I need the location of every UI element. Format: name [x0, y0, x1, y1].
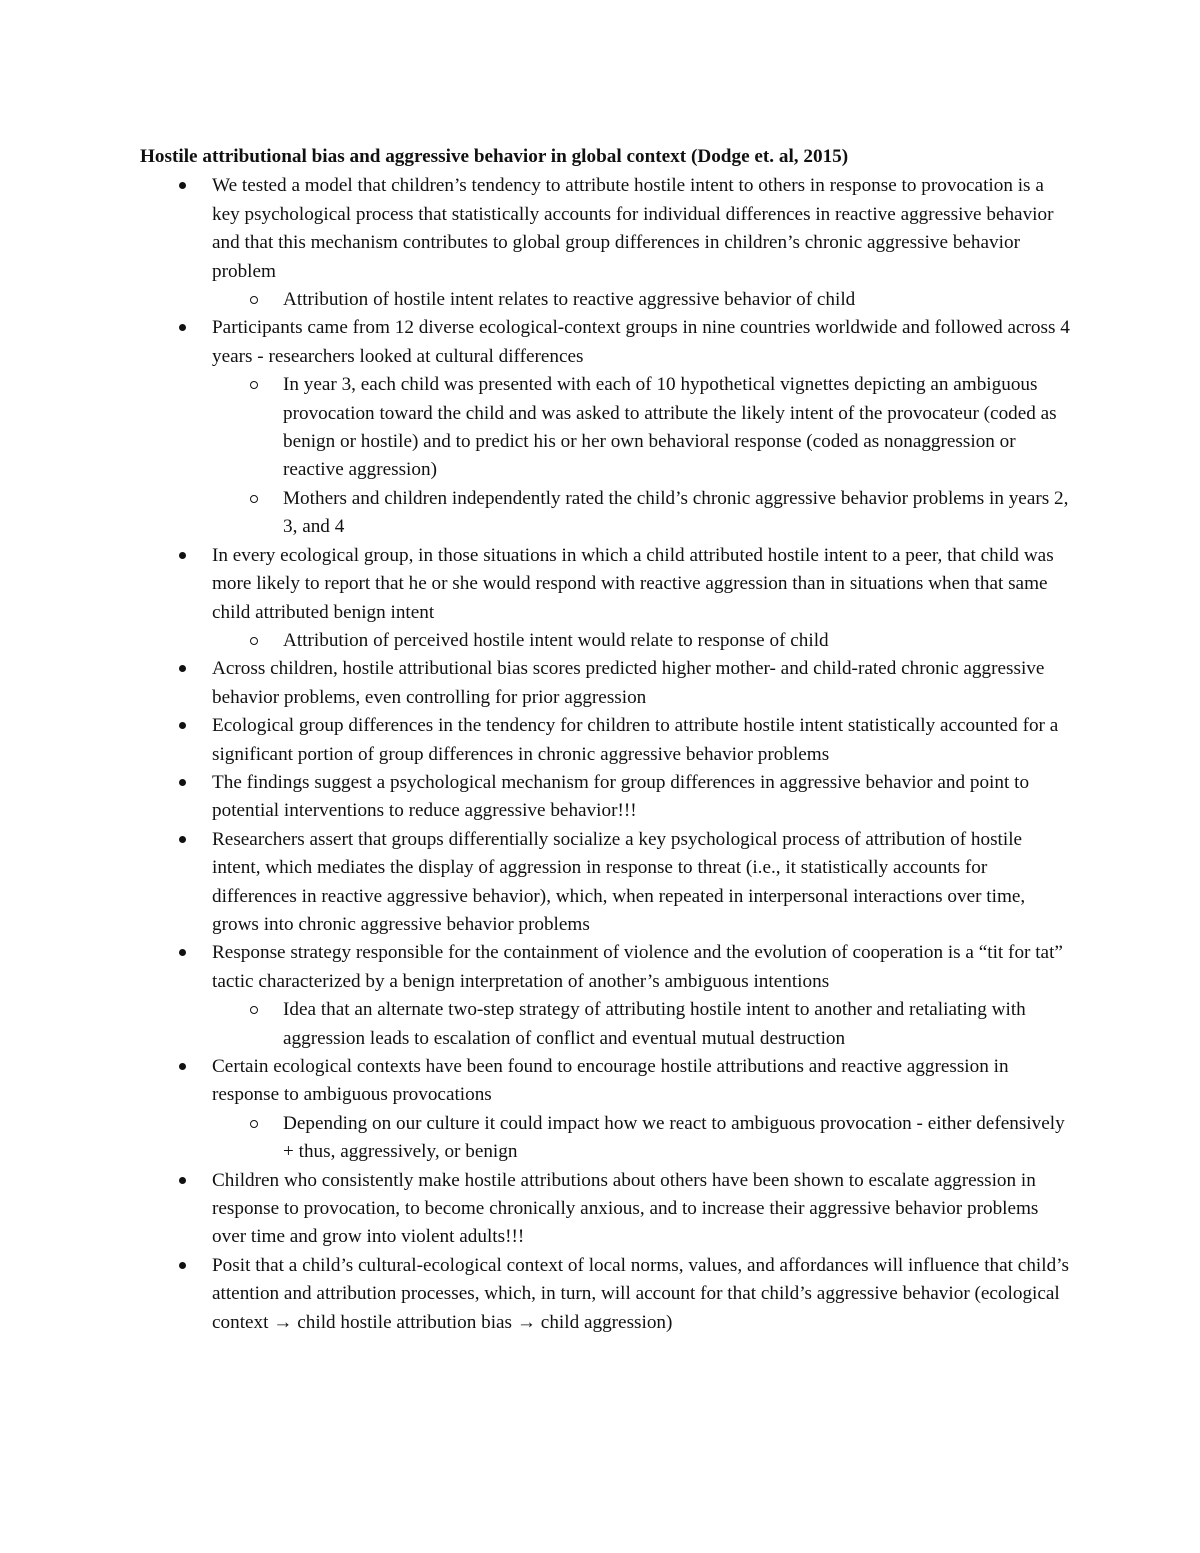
hollow-bullet-icon [250, 296, 258, 304]
sub-bullet-item [140, 1110, 1070, 1167]
bullet-item [140, 172, 1070, 286]
bullet-text: In every ecological group, in those situations in which a child attributed hostile intent to a peer, that child was more likely to report that he or she would respond with reactive aggression than in situations when that same child attributed benign intent [212, 544, 1054, 623]
bullet-item [140, 769, 1070, 826]
sub-bullet-item [140, 996, 1070, 1053]
sub-bullet-item [140, 286, 1070, 314]
bullet-item [140, 939, 1070, 996]
hollow-bullet-icon [250, 381, 258, 389]
filled-bullet-icon [179, 1177, 186, 1184]
filled-bullet-icon [179, 949, 186, 956]
bullet-item [140, 1167, 1070, 1252]
bullet-text: Across children, hostile attributional bias scores predicted higher mother- and child-rated chronic aggressive behavior problems, even controlling for prior aggression [212, 658, 1045, 708]
filled-bullet-icon [179, 1262, 186, 1269]
filled-bullet-icon [179, 552, 186, 559]
sub-bullet-text: In year 3, each child was presented with each of 10 hypothetical vignettes depicting an ambiguous provocation toward the child and was asked to attribute the likely intent of the provocateur (coded as benign or hostile) and to predict his or her own behavioral response (coded as nonaggression or reactive aggression) [283, 374, 1057, 481]
sub-bullet-text: Attribution of perceived hostile intent would relate to response of child [283, 629, 829, 651]
filled-bullet-icon [179, 1063, 186, 1070]
sub-bullet-item [140, 485, 1070, 542]
bullet-item [140, 712, 1070, 769]
filled-bullet-icon [179, 722, 186, 729]
bullet-item [140, 655, 1070, 712]
bullet-item [140, 1053, 1070, 1110]
hollow-bullet-icon [250, 495, 258, 503]
bullet-text: The findings suggest a psychological mechanism for group differences in aggressive behavior and point to potential interventions to reduce aggressive behavior!!! [212, 771, 1030, 822]
bullet-item [140, 826, 1070, 940]
bullet-text: We tested a model that children’s tendency to attribute hostile intent to others in response to provocation is a key psychological process that statistically accounts for individual differences in reactive aggressive behavior and that this mechanism contributes to global group differences in children’s chronic aggressive behavior problem [212, 175, 1054, 282]
sub-bullet-item [140, 371, 1070, 485]
bullet-text: Participants came from 12 diverse ecological-context groups in nine countries worldwide and followed across 4 years - researchers looked at cultural differences [212, 317, 1070, 367]
bullet-text: Children who consistently make hostile attributions about others have been shown to escalate aggression in response to provocation, to become chronically anxious, and to increase their aggressive behavior problems over time and grow into violent adults!!! [212, 1169, 1039, 1248]
bullet-text: Researchers assert that groups differentially socialize a key psychological process of attribution of hostile intent, which mediates the display of aggression in response to threat (i.e., it statistically accounts for differences in reactive aggressive behavior), which, when repeated in interpersonal interactions over time, grows into chronic aggressive behavior problems [212, 828, 1026, 935]
filled-bullet-icon [179, 836, 186, 843]
sub-bullet-text: Attribution of hostile intent relates to reactive aggressive behavior of child [283, 289, 856, 311]
bullet-text: Response strategy responsible for the containment of violence and the evolution of cooperation is a “tit for tat” tactic characterized by a benign interpretation of another’s ambiguous intentions [212, 942, 1063, 992]
filled-bullet-icon [179, 665, 186, 672]
hollow-bullet-icon [250, 637, 258, 645]
sub-bullet-text: Mothers and children independently rated the child’s chronic aggressive behavior problems in years 2, 3, and 4 [283, 487, 1069, 538]
sub-bullet-text: Depending on our culture it could impact how we react to ambiguous provocation - either defensively + thus, aggressively, or benign [283, 1112, 1065, 1163]
bullet-item [140, 314, 1070, 371]
sub-bullet-item [140, 627, 1070, 655]
hollow-bullet-icon [250, 1006, 258, 1014]
bullet-text: Posit that a child’s cultural-ecological context of local norms, values, and affordances will influence that child’s attention and attribution processes, which, in turn, will account for that child’s aggressive behavior (ecological context → child hostile attribution bias → child aggression) [212, 1254, 1069, 1333]
sub-bullet-text: Idea that an alternate two-step strategy of attributing hostile intent to another and retaliating with aggression leads to escalation of conflict and eventual mutual destruction [283, 999, 1026, 1049]
bullet-item [140, 542, 1070, 627]
filled-bullet-icon [179, 779, 186, 786]
document-body [140, 143, 1070, 1337]
hollow-bullet-icon [250, 1120, 258, 1128]
bullet-item [140, 1252, 1070, 1337]
bullet-list [140, 172, 1070, 1337]
filled-bullet-icon [179, 182, 186, 189]
document-title: Hostile attributional bias and aggressive behavior in global context (Dodge et. al, 2015) [140, 146, 849, 167]
bullet-text: Ecological group differences in the tendency for children to attribute hostile intent statistically accounted for a significant portion of group differences in chronic aggressive behavior problems [212, 715, 1059, 765]
bullet-text: Certain ecological contexts have been found to encourage hostile attributions and reactive aggression in response to ambiguous provocations [212, 1056, 1009, 1106]
filled-bullet-icon [179, 324, 186, 331]
